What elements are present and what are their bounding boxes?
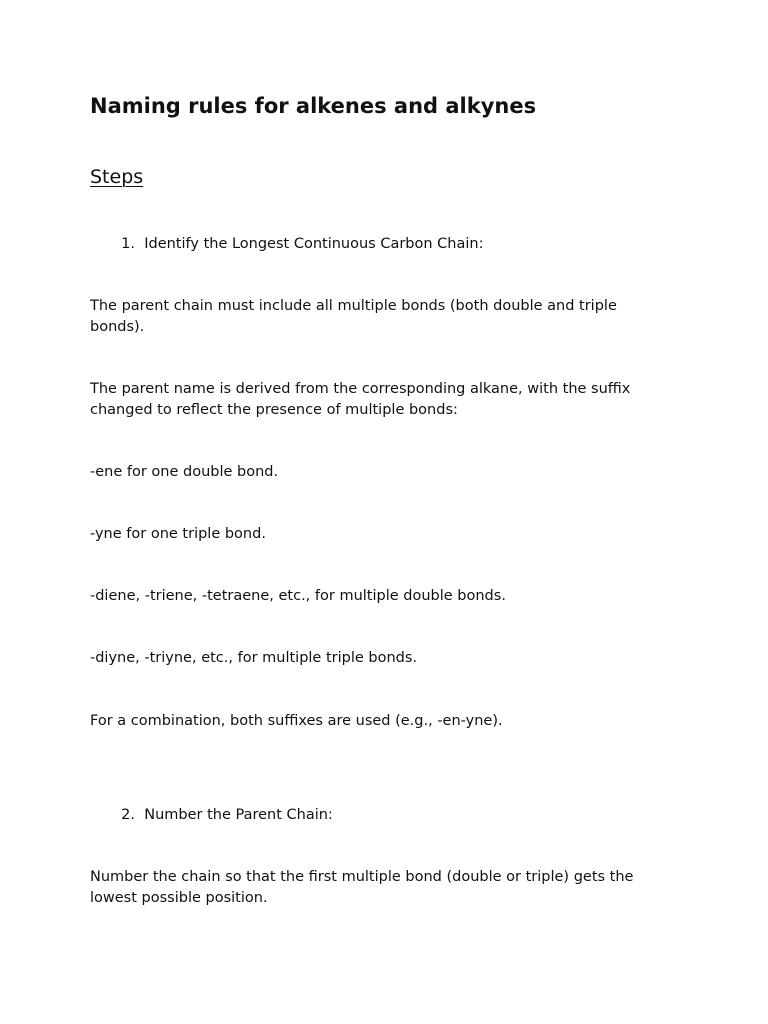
step-2-number: 2.	[121, 807, 135, 823]
paragraph-diyne: -diyne, -triyne, etc., for multiple triple bonds.	[90, 650, 418, 666]
section-heading-steps: Steps	[90, 166, 144, 188]
paragraph-yne: -yne for one triple bond.	[90, 526, 266, 542]
paragraph-diene: -diene, -triene, -tetraene, etc., for multiple double bonds.	[90, 588, 506, 604]
paragraph-combination: For a combination, both suffixes are used (e.g., -en-yne).	[90, 713, 503, 729]
paragraph-parent-name: The parent name is derived from the corresponding alkane, with the suffix changed to reflect the presence of multiple bonds:	[90, 381, 631, 418]
step-1-heading	[90, 234, 670, 254]
paragraph-numbering: Number the chain so that the first multiple bond (double or triple) gets the lowest possible position.	[90, 869, 634, 906]
step-1-number: 1.	[121, 236, 135, 252]
step-2-heading	[90, 805, 670, 825]
paragraph-ene: -ene for one double bond.	[90, 464, 279, 480]
page-title: Naming rules for alkenes and alkynes	[90, 94, 537, 118]
paragraph-parent-chain: The parent chain must include all multiple bonds (both double and triple bonds).	[90, 298, 617, 335]
step-2-label: Number the Parent Chain:	[144, 807, 333, 823]
step-1-label: Identify the Longest Continuous Carbon Chain:	[144, 236, 484, 252]
